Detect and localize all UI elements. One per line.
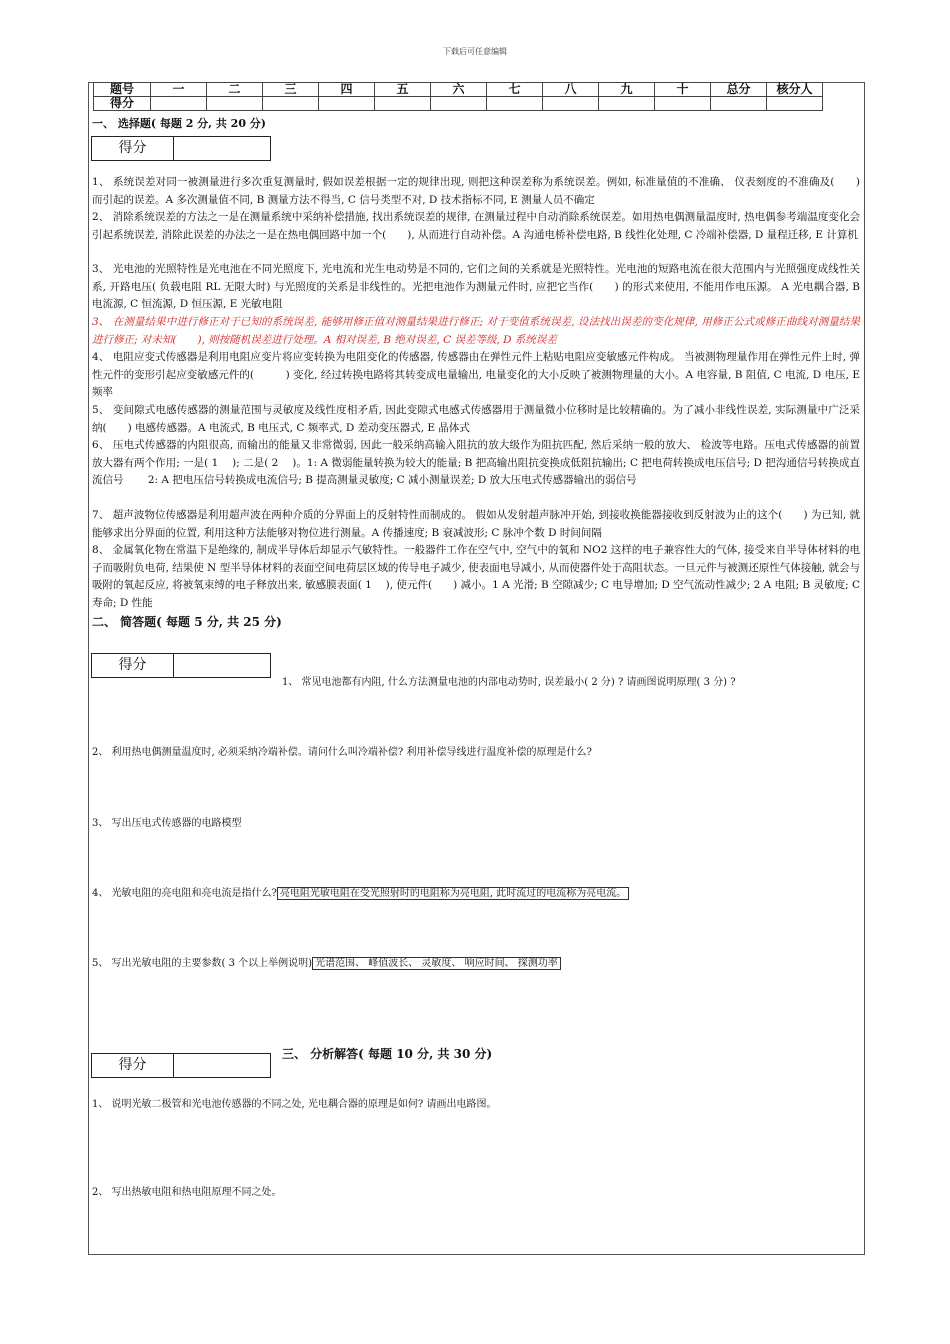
score-header-cell: 总分 (711, 83, 767, 97)
score-table (93, 82, 823, 111)
score-value-cell (543, 97, 599, 111)
answer-2-5: 光谱范围、 峰值波长、 灵敏度、 响应时间、 探测功率 (312, 957, 561, 970)
header-note: 下载后可任意编辑 (443, 47, 507, 56)
question-3-1: 1、 说明光敏二极管和光电池传感器的不同之处, 光电耦合器的原理是如何? 请画出电路图。 (92, 1099, 497, 1110)
score-header-cell: 题号 (94, 83, 151, 97)
question-2-2: 2、 利用热电偶测量温度时, 必须采纳冷端补偿。请问什么叫冷端补偿? 利用补偿导线进行温度补偿的原理是什么? (92, 747, 592, 758)
score-header-cell: 核分人 (767, 83, 823, 97)
question-1-5: 5、 变间隙式电感传感器的测量范围与灵敏度及线性度相矛盾, 因此变隙式电感式传感器用于测量微小位移时是比较精确的。为了减小非线性误差, 实际测量中广泛采纳( ) 电感传感器。A 电流式, B 电压式, C 频率式, D 差动变压器式, E 晶体式 (92, 404, 860, 434)
question-2-4-text: 4、 光敏电阻的亮电阻和亮电流是指什么? (92, 888, 277, 899)
score-row-label: 得分 (94, 97, 151, 111)
score-box-blank (174, 137, 270, 160)
question-1-8: 8、 金属氧化物在常温下是绝缘的, 制成半导体后却显示气敏特性。一般器件工作在空气中, 空气中的氧和 NO2 这样的电子兼容性大的气体, 接受来自半导体材料的电子而吸附负电荷, 结果使 N 型半导体材料的表面空间电荷层区域的传导电子减少, 使表面电导减小, 从而使器件处于高阻状态。一旦元件与被测还原性气体接触, 就会与吸附的氧起反应, 将被氧束缚的电子释放出来, 敏感膜表面( 1 ), 使元件( ) 减小。1 A 光滑; B 空隙减少; C 电导增加; D 空气流动性减少; 2 A 电阻; B 灵敏度; C 寿命; D 性能 (92, 544, 861, 609)
score-box-blank (174, 654, 270, 677)
score-value-cell (151, 97, 207, 111)
score-header-cell: 四 (319, 83, 375, 97)
score-value-cell (767, 97, 823, 111)
score-header-cell: 九 (599, 83, 655, 97)
score-header-cell: 一 (151, 83, 207, 97)
score-table-value-row (94, 97, 823, 111)
score-header-cell: 五 (375, 83, 431, 97)
score-box-label: 得分 (92, 654, 174, 677)
score-value-cell (319, 97, 375, 111)
score-header-cell: 八 (543, 83, 599, 97)
question-1-3b: 3、 在测量结果中进行修正对于已知的系统误差, 能够用修正值对测量结果进行修正; 对于变值系统误差, 设法找出误差的变化规律, 用修正公式或修正曲线对测量结果进行修正; 对未知( ), 则按随机误差进行处理。A 相对误差, B 绝对误差, C 误差等级, D 系统误差 (92, 316, 860, 346)
question-1-6: 6、 压电式传感器的内阻很高, 而输出的能量又非常微弱, 因此一般采纳高输入阻抗的放大级作为阻抗匹配, 然后采纳一般的放大、 检波等电路。压电式传感器的前置放大器有两个作用; 一是( 1 ); 二是( 2 )。1: A 微弱能量转换为较大的能量; B 把高输出阻抗变换成低阻抗输出; C 把电荷转换成电压信号; D 把沟通信号转换成直流信号 2: A 把电压信号转换成电流信号; B 提高测量灵敏度; C 减小测量误差; D 放大压电式传感器输出的弱信号 (92, 439, 860, 486)
score-value-cell (711, 97, 767, 111)
score-header-cell: 六 (431, 83, 487, 97)
question-1-3: 3、 光电池的光照特性是光电池在不同光照度下, 光电流和光生电动势是不同的, 它们之间的关系就是光照特性。光电池的短路电流在很大范围内与光照强度成线性关系, 开路电压( 负载电阻 RL 无限大时) 与光照度的关系是非线性的。光把电池作为测量元件时, 应把它当作( ) 的形式来使用, 不能用作电压源。 A 光电耦合器, B 电流源, C 恒流源, D 恒压源, E 光敏电阻 (92, 263, 860, 310)
score-value-cell (655, 97, 711, 111)
score-value-cell (487, 97, 543, 111)
score-header-cell: 七 (487, 83, 543, 97)
score-header-cell: 二 (207, 83, 263, 97)
question-1-7: 7、 超声波物位传感器是利用超声波在两种介质的分界面上的反射特性而制成的。 假如从发射超声脉冲开始, 到接收换能器接收到反射波为止的这个( ) 为已知, 就能够求出分界面的位置, 利用这种方法能够对物位进行测量。A 传播速度; B 衰减波形; C 脉冲个数 D 时间间隔 (92, 509, 860, 539)
question-2-5 (92, 957, 561, 971)
question-1-4: 4、 电阻应变式传感器是利用电阻应变片将应变转换为电阻变化的传感器, 传感器由在弹性元件上粘贴电阻应变敏感元件构成。 当被测物理量作用在弹性元件上时, 弹性元件的变形引起应变敏感元件的( ) 变化, 经过转换电路将其转变成电量输出, 电量变化的大小反映了被测物理量的大小。A 电容量, B 阻值, C 电流, D 电压, E 频率 (92, 351, 860, 398)
section2-title: 二、 简答题( 每题 5 分, 共 25 分) (92, 615, 282, 629)
question-1-1: 1、 系统误差对同一被测量进行多次重复测量时, 假如误差根据一定的规律出现, 则把这种误差称为系统误差。例如, 标准量值的不准确、 仪表刻度的不准确及( ) 而引起的误差。A 多次测量值不同, B 测量方法不得当, C 信号类型不对, D 技术指标不同, E 测量人员不确定 (92, 176, 860, 206)
score-value-cell (431, 97, 487, 111)
score-box-label: 得分 (92, 1054, 174, 1077)
section1-title: 一、 选择题( 每题 2 分, 共 20 分) (92, 117, 267, 130)
score-value-cell (375, 97, 431, 111)
section1-score-box (91, 136, 271, 161)
score-box-label: 得分 (92, 137, 174, 160)
section3-title: 三、 分析解答( 每题 10 分, 共 30 分) (282, 1047, 493, 1061)
section2-score-box (91, 653, 271, 678)
score-header-cell: 三 (263, 83, 319, 97)
score-value-cell (599, 97, 655, 111)
question-2-3: 3、 写出压电式传感器的电路模型 (92, 818, 242, 829)
question-2-5-text: 5、 写出光敏电阻的主要参数( 3 个以上举例说明) (92, 958, 313, 969)
question-3-2: 2、 写出热敏电阻和热电阻原理不同之处。 (92, 1187, 282, 1198)
answer-2-4: 亮电阻光敏电阻在受光照射时的电阻称为亮电阻, 此时流过的电流称为亮电流。 (277, 887, 629, 900)
score-box-blank (174, 1054, 270, 1077)
score-header-cell: 十 (655, 83, 711, 97)
question-2-4 (92, 887, 629, 901)
score-value-cell (263, 97, 319, 111)
question-1-2: 2、 消除系统误差的方法之一是在测量系统中采纳补偿措施, 找出系统误差的规律, 在测量过程中自动消除系统误差。如用热电偶测量温度时, 热电偶参考端温度变化会引起系统误差, 消除此误差的办法之一是在热电偶回路中加一个( ), 从而进行自动补偿。A 沟通电桥补偿电路, B 线性化处理, C 冷端补偿器, D 量程迁移, E 计算机 (92, 211, 860, 241)
score-value-cell (207, 97, 263, 111)
question-2-1: 1、 常见电池都有内阻, 什么方法测量电池的内部电动势时, 误差最小( 2 分) ? 请画图说明原理( 3 分) ? (282, 677, 736, 688)
score-table-header-row (94, 83, 823, 97)
section3-score-box (91, 1053, 271, 1078)
